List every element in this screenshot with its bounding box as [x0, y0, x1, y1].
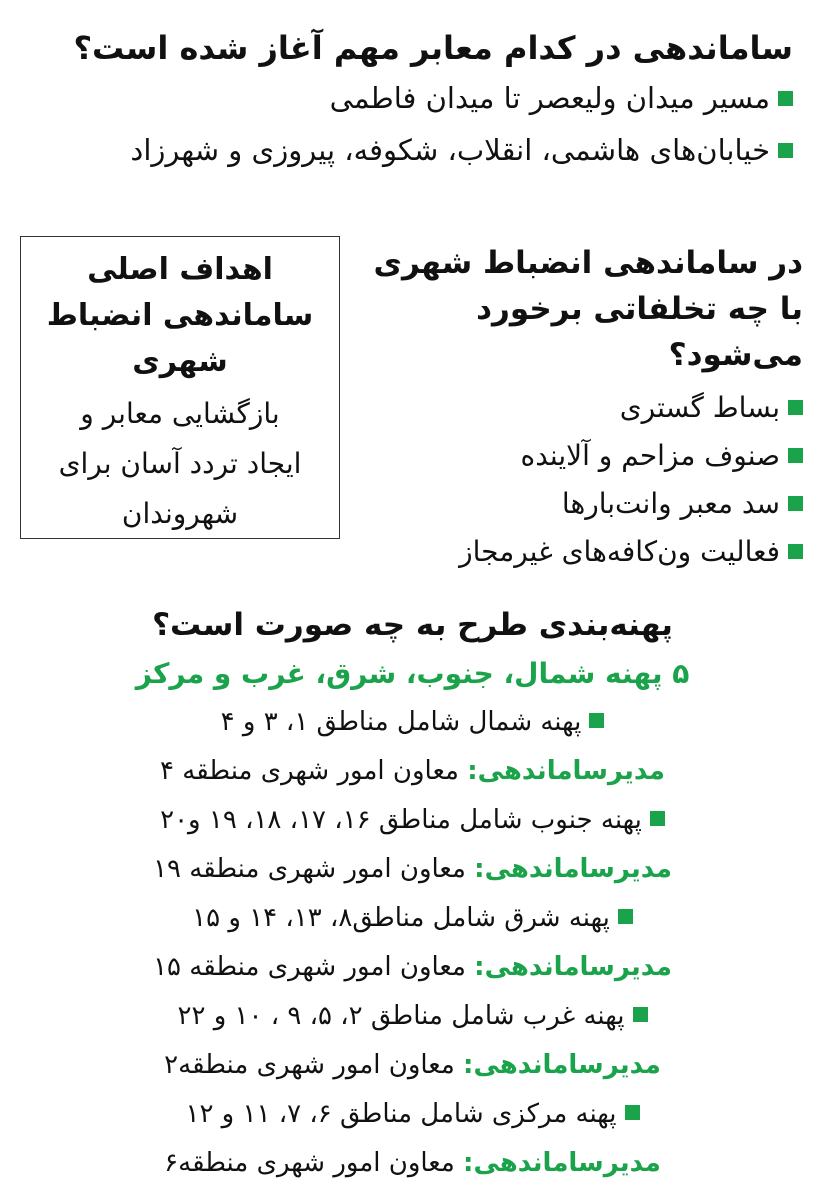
goals-title	[21, 247, 339, 385]
goals-body-line: ایجاد تردد آسان برای	[58, 447, 302, 480]
green-square-bullet-icon	[788, 448, 803, 463]
list-item-text: مسیر میدان ولیعصر تا میدان فاطمی	[329, 81, 770, 115]
zone-text: پهنه غرب شامل مناطق ۲، ۵، ۹ ، ۱۰ و ۲۲	[177, 1001, 625, 1031]
manager-label: مدیرساماندهی:	[463, 1148, 661, 1178]
manager-text: معاون امور شهری منطقه ۱۵	[153, 952, 466, 982]
green-square-bullet-icon	[633, 1007, 648, 1022]
section-streets	[20, 24, 793, 176]
green-square-bullet-icon	[778, 143, 793, 158]
manager-label: مدیرساماندهی:	[467, 756, 665, 786]
green-square-bullet-icon	[618, 909, 633, 924]
goals-title-line: ساماندهی انضباط	[46, 298, 314, 333]
green-square-bullet-icon	[788, 400, 803, 415]
zone-text: پهنه شرق شامل مناطق۸، ۱۳، ۱۴ و ۱۵	[192, 903, 610, 933]
green-square-bullet-icon	[788, 544, 803, 559]
green-square-bullet-icon	[625, 1105, 640, 1120]
manager-label: مدیرساماندهی:	[474, 854, 672, 884]
zone-manager	[60, 1139, 765, 1188]
zone-manager	[60, 1041, 765, 1090]
manager-label: مدیرساماندهی:	[474, 952, 672, 982]
title-line: در ساماندهی انضباط شهری	[373, 245, 803, 281]
section-violations-title	[363, 240, 803, 378]
list-item-text: صنوف مزاحم و آلاینده	[520, 439, 780, 472]
goals-body-line: شهروندان	[121, 497, 239, 530]
manager-text: معاون امور شهری منطقه ۴	[160, 756, 459, 786]
list-item	[363, 528, 803, 576]
zone-description	[60, 992, 765, 1041]
list-item-text: بساط گستری	[619, 391, 780, 424]
zone-manager	[60, 845, 765, 894]
manager-text: معاون امور شهری منطقه۶	[164, 1148, 455, 1178]
violations-list	[363, 384, 803, 576]
zone-manager	[60, 943, 765, 992]
section-zoning-title: پهنه‌بندی طرح به چه صورت است؟	[152, 607, 673, 643]
goals-body	[21, 389, 339, 539]
green-square-bullet-icon	[778, 91, 793, 106]
zone-manager	[60, 747, 765, 796]
goals-box	[20, 236, 340, 539]
manager-text: معاون امور شهری منطقه۲	[164, 1050, 455, 1080]
list-item-text: فعالیت ون‌کافه‌های غیرمجاز	[459, 535, 780, 568]
goals-body-line: بازگشایی معابر و	[80, 397, 280, 430]
green-square-bullet-icon	[589, 713, 604, 728]
zone-text: پهنه جنوب شامل مناطق ۱۶، ۱۷، ۱۸، ۱۹ و۲۰	[160, 805, 642, 835]
manager-text: معاون امور شهری منطقه ۱۹	[153, 854, 466, 884]
zoning-subtitle: ۵ پهنه شمال، جنوب، شرق، غرب و مرکز	[135, 657, 690, 690]
section-violations	[363, 240, 803, 576]
section-zoning	[60, 600, 765, 1188]
list-item-text: سد معبر وانت‌بارها	[561, 487, 780, 520]
zone-description	[60, 698, 765, 747]
manager-label: مدیرساماندهی:	[463, 1050, 661, 1080]
list-item	[20, 124, 793, 176]
title-line: با چه تخلفاتی برخورد می‌شود؟	[476, 291, 803, 373]
zone-description	[60, 796, 765, 845]
zone-description	[60, 1090, 765, 1139]
goals-title-line: شهری	[132, 344, 228, 379]
zone-text: پهنه شمال شامل مناطق ۱، ۳ و ۴	[220, 707, 582, 737]
list-item	[363, 384, 803, 432]
list-item	[20, 72, 793, 124]
green-square-bullet-icon	[650, 811, 665, 826]
list-item-text: خیابان‌های هاشمی، انقلاب، شکوفه، پیروزی و شهرزاد	[130, 133, 770, 167]
zone-text: پهنه مرکزی شامل مناطق ۶، ۷، ۱۱ و ۱۲	[185, 1099, 617, 1129]
list-item	[363, 480, 803, 528]
green-square-bullet-icon	[788, 496, 803, 511]
goals-title-line: اهداف اصلی	[87, 252, 273, 287]
zone-description	[60, 894, 765, 943]
section-streets-title: ساماندهی در کدام معابر مهم آغاز شده است؟	[73, 29, 793, 67]
list-item	[363, 432, 803, 480]
